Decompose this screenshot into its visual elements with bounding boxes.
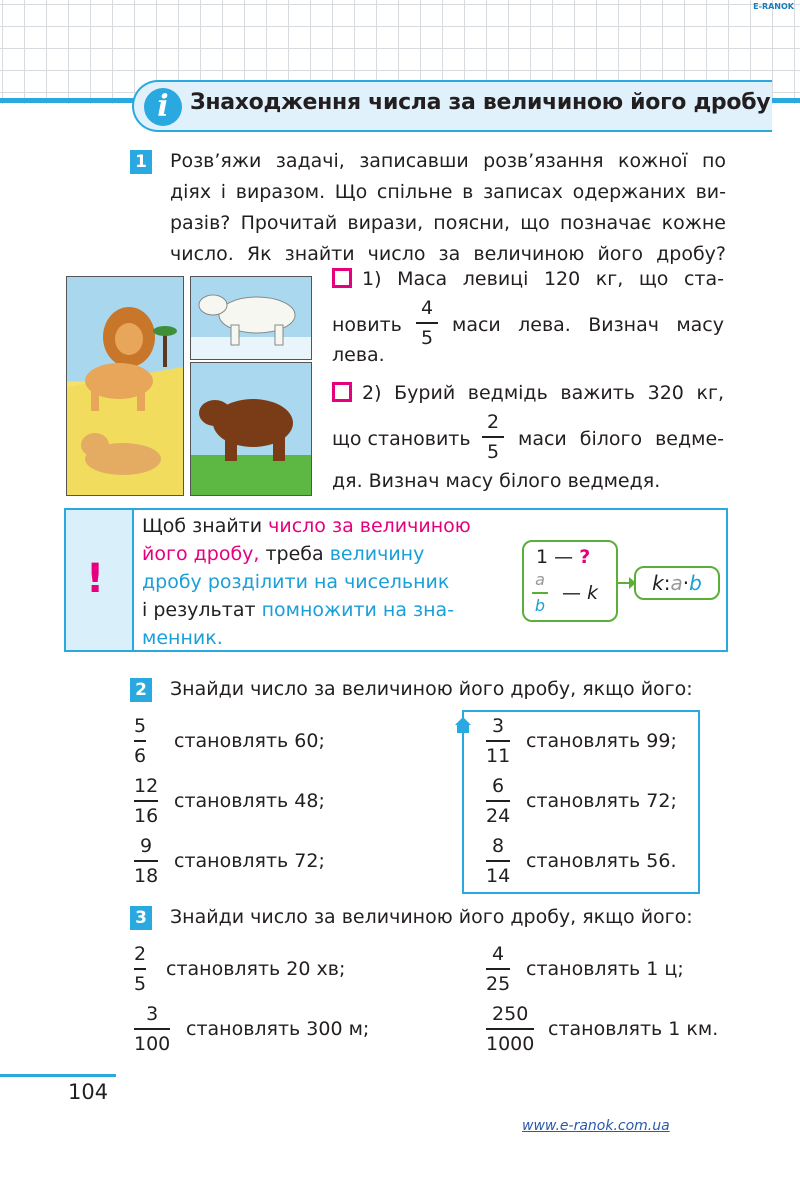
- lion-icon: [67, 277, 183, 495]
- scheme-dash: —: [554, 546, 574, 568]
- fraction-numerator: 12: [134, 775, 159, 797]
- formula-colon: :: [663, 571, 671, 595]
- fraction-statement: становлять 56.: [526, 850, 677, 872]
- info-icon: i: [144, 88, 182, 126]
- problem1-line2-post: маси лева. Визнач масу: [452, 314, 724, 336]
- fraction: [486, 834, 510, 888]
- task1-intro-line: діях і виразом. Що спільне в записах одержаних ви-: [170, 181, 726, 203]
- fraction-numerator: 6: [492, 775, 505, 797]
- task-number-badge: 1: [130, 150, 152, 174]
- website-link[interactable]: www.e-ranok.com.ua: [522, 1118, 670, 1134]
- rule-highlight: величину: [329, 543, 425, 565]
- fraction-statement: становлять 1 ц;: [526, 958, 684, 980]
- proportion-scheme: [522, 540, 618, 622]
- formula-a: a: [670, 571, 683, 595]
- fraction-denominator: 1000: [486, 1033, 535, 1055]
- problem1-line3: лева.: [332, 344, 385, 366]
- problem1-line2-pre: новить: [332, 314, 402, 336]
- problem-checkbox[interactable]: [332, 268, 352, 288]
- rule-marker-panel: [66, 510, 134, 650]
- fraction-denominator: 6: [134, 745, 147, 767]
- rule-highlight: менник.: [142, 627, 223, 649]
- scheme-row1: [536, 546, 590, 568]
- rule-highlight: помножити на зна-: [261, 599, 455, 621]
- fraction-statement: становлять 1 км.: [548, 1018, 719, 1040]
- rule-text: [142, 512, 492, 652]
- task-number-badge: 2: [130, 678, 152, 702]
- fraction-denominator: 25: [486, 973, 511, 995]
- fraction-statement: становлять 72;: [174, 850, 325, 872]
- fraction-numerator: 8: [492, 835, 505, 857]
- fraction-denominator: 5: [420, 327, 434, 349]
- fraction: [486, 714, 510, 768]
- fraction: [416, 296, 438, 350]
- fraction-statement: становлять 300 м;: [186, 1018, 370, 1040]
- exclamation-icon: !: [86, 556, 105, 602]
- problem1-line1: 1) Маса левиці 120 кг, що ста-: [362, 268, 724, 290]
- fraction-numerator: 4: [420, 297, 434, 319]
- fraction: [134, 834, 158, 888]
- fraction-statement: становлять 72;: [526, 790, 677, 812]
- rule-highlight: число за величиною: [268, 515, 471, 537]
- lion-picture: [66, 276, 184, 496]
- fraction-denominator: 11: [486, 745, 511, 767]
- scheme-fraction: [532, 570, 548, 616]
- fraction-denominator: 16: [134, 805, 159, 827]
- formula-k: k: [652, 571, 664, 595]
- problem2-line1: 2) Бурий ведмідь важить 320 кг,: [362, 382, 724, 404]
- rule-text-part: і результат: [142, 599, 262, 621]
- problem2-line2-post: маси білого ведме-: [518, 428, 724, 450]
- fraction: [482, 410, 504, 464]
- scheme-row2: [562, 582, 598, 604]
- page-title: Знаходження числа за величиною його дробу: [190, 90, 771, 115]
- formula-dot: ·: [682, 571, 690, 595]
- fraction-numerator: 5: [134, 715, 147, 737]
- task3-prompt: Знайди число за величиною його дробу, якщо його:: [170, 906, 693, 928]
- fraction-denominator: 14: [486, 865, 511, 887]
- fraction-denominator: 24: [486, 805, 511, 827]
- fraction-statement: становлять 60;: [174, 730, 325, 752]
- animals-illustration: [66, 276, 314, 498]
- fraction: [134, 774, 158, 828]
- rule-highlight: його дробу,: [142, 543, 260, 565]
- task1-intro: [170, 146, 726, 270]
- fraction-statement: становлять 20 хв;: [166, 958, 346, 980]
- rule-highlight: дробу розділити на чисельник: [142, 571, 450, 593]
- fraction-numerator: 4: [492, 943, 505, 965]
- brown-bear-picture: [190, 362, 312, 496]
- polar-bear-picture: [190, 276, 312, 360]
- scheme-fraction-denominator: b: [534, 596, 546, 615]
- problem2-line2-pre: що становить: [332, 428, 471, 450]
- fraction: [134, 714, 146, 768]
- fraction: [486, 942, 510, 996]
- fraction-numerator: 2: [486, 411, 500, 433]
- publisher-logo: E-RANOK: [753, 2, 794, 11]
- fraction-numerator: 2: [134, 943, 147, 965]
- fraction: [134, 942, 146, 996]
- rule-text-part: треба: [259, 543, 330, 565]
- task1-intro-line: разів? Прочитай вирази, поясни, що позначає кожне: [170, 212, 726, 234]
- scheme-k: k: [587, 582, 599, 604]
- polar-bear-icon: [191, 277, 311, 359]
- fraction-numerator: 9: [140, 835, 153, 857]
- formula-b: b: [689, 571, 702, 595]
- rule-text-part: Щоб знайти: [142, 515, 269, 537]
- page-number: 104: [68, 1080, 109, 1104]
- problem2-line3: дя. Визнач масу білого ведмедя.: [332, 470, 661, 492]
- bottom-rule: [0, 1074, 116, 1077]
- fraction: [486, 774, 510, 828]
- fraction-denominator: 5: [486, 441, 500, 463]
- task2-prompt: Знайди число за величиною його дробу, якщо його:: [170, 678, 693, 700]
- task1-intro-line: число. Як знайти число за величиною його дробу?: [170, 243, 726, 265]
- house-icon: [454, 716, 472, 734]
- fraction-denominator: 18: [134, 865, 159, 887]
- fraction-denominator: 100: [134, 1033, 171, 1055]
- task-number-badge: 3: [130, 906, 152, 930]
- fraction: [486, 1002, 534, 1056]
- fraction-statement: становлять 99;: [526, 730, 677, 752]
- fraction-statement: становлять 48;: [174, 790, 325, 812]
- task1-intro-line: Розв’яжи задачі, записавши розв’язання кожної по: [170, 150, 726, 172]
- result-formula: [634, 566, 720, 600]
- scheme-one: 1: [536, 546, 549, 568]
- scheme-fraction-numerator: a: [535, 570, 545, 589]
- fraction: [134, 1002, 170, 1056]
- scheme-question: ?: [579, 546, 591, 568]
- fraction-numerator: 3: [146, 1003, 159, 1025]
- brown-bear-icon: [191, 363, 311, 495]
- scheme-dash: —: [562, 582, 581, 604]
- arrow-right-icon: [618, 582, 630, 584]
- fraction-numerator: 250: [492, 1003, 529, 1025]
- fraction-denominator: 5: [134, 973, 147, 995]
- problem-checkbox[interactable]: [332, 382, 352, 402]
- fraction-numerator: 3: [492, 715, 505, 737]
